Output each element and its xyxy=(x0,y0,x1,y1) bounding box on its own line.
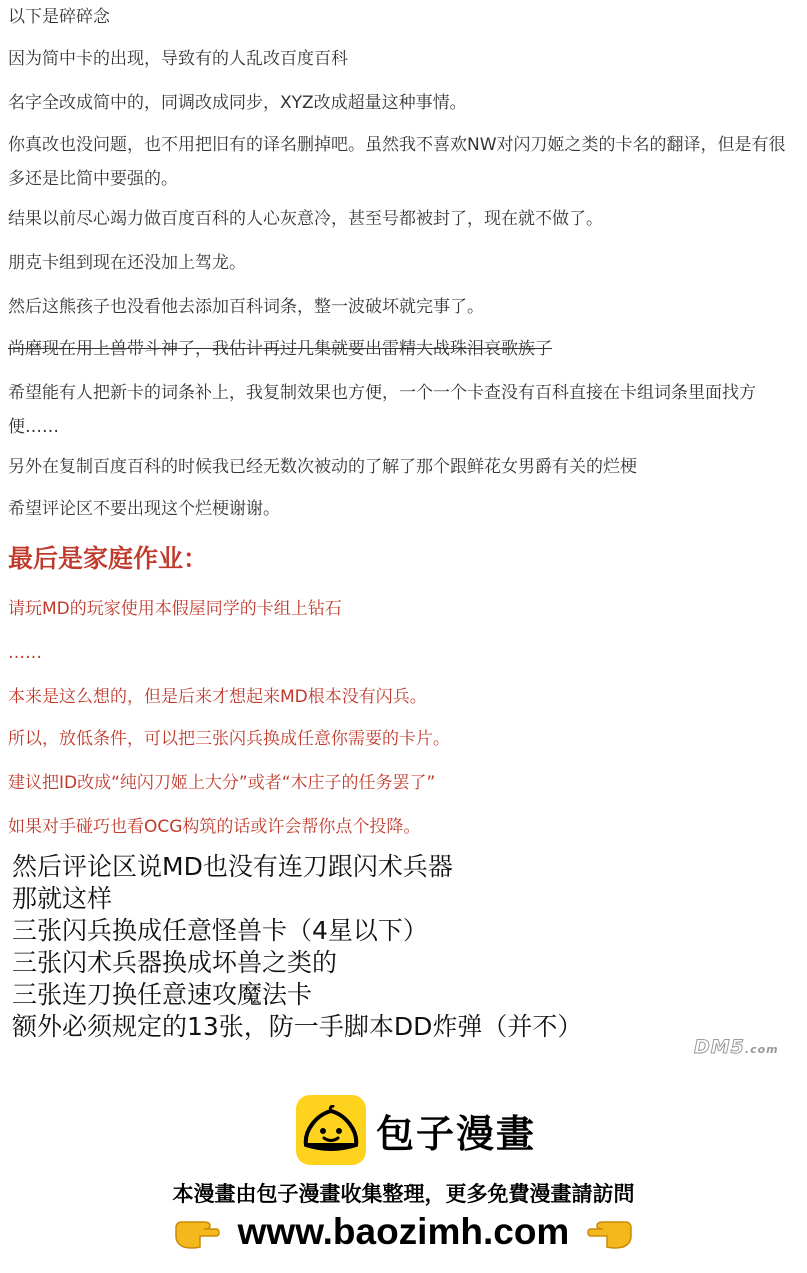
site-url-link[interactable]: www.baozimh.com xyxy=(237,1211,570,1252)
homework-line-4: 所以，放低条件，可以把三张闪兵换成任意你需要的卡片。 xyxy=(8,729,450,749)
pointing-hand-left-icon xyxy=(587,1214,633,1250)
url-row xyxy=(0,1208,807,1256)
footer-notice: 本漫畫由包子漫畫收集整理，更多免費漫畫請訪問 xyxy=(172,1182,635,1206)
paragraph-4: 你真改也没问题，也不用把旧有的译名删掉吧。虽然我不喜欢NW对闪刀姬之类的卡名的翻译，但是有很多还是比简中要强的。 xyxy=(8,135,786,189)
big-text-line-6: 额外必须规定的13张，防一手脚本DD炸弹（并不） xyxy=(12,1012,583,1041)
bun-logo-icon xyxy=(296,1095,366,1165)
brand-logo-row xyxy=(296,1094,536,1166)
paragraph-11: 希望评论区不要出现这个烂梗谢谢。 xyxy=(8,499,280,519)
watermark-main: DM5 xyxy=(694,1036,745,1058)
paragraph-7: 然后这熊孩子也没看他去添加百科词条，整一波破坏就完事了。 xyxy=(8,297,484,317)
paragraph-10: 另外在复制百度百科的时候我已经无数次被动的了解了那个跟鲜花女男爵有关的烂梗 xyxy=(8,457,637,477)
watermark-suffix: .com xyxy=(744,1043,779,1056)
paragraph-3: 名字全改成简中的，同调改成同步，XYZ改成超量这种事情。 xyxy=(8,93,467,113)
brand-name: 包子漫畫 xyxy=(376,1111,537,1156)
paragraph-5: 结果以前尽心竭力做百度百科的人心灰意冷，甚至号都被封了，现在就不做了。 xyxy=(8,209,603,229)
homework-heading: 最后是家庭作业： xyxy=(8,544,209,573)
paragraph-2: 因为简中卡的出现，导致有的人乱改百度百科 xyxy=(8,49,348,69)
homework-line-2: …… xyxy=(8,643,42,663)
paragraph-9: 希望能有人把新卡的词条补上，我复制效果也方便，一个一个卡查没有百科直接在卡组词条里面找方便…… xyxy=(8,383,756,437)
homework-line-5: 建议把ID改成“纯闪刀姬上大分”或者“木庄子的任务罢了” xyxy=(8,773,436,793)
pointing-hand-right-icon xyxy=(174,1214,220,1250)
big-text-line-4: 三张闪术兵器换成坏兽之类的 xyxy=(12,948,338,977)
homework-line-6: 如果对手碰巧也看OCG构筑的话或许会帮你点个投降。 xyxy=(8,817,421,837)
big-text-line-1: 然后评论区说MD也没有连刀跟闪术兵器 xyxy=(12,852,453,881)
big-text-line-2: 那就这样 xyxy=(12,884,113,913)
paragraph-6: 朋克卡组到现在还没加上驾龙。 xyxy=(8,253,246,273)
homework-line-1: 请玩MD的玩家使用本假屋同学的卡组上钻石 xyxy=(8,599,342,619)
paragraph-1: 以下是碎碎念 xyxy=(8,7,110,27)
big-text-line-5: 三张连刀换任意速攻魔法卡 xyxy=(12,980,313,1009)
homework-line-3: 本来是这么想的，但是后来才想起来MD根本没有闪兵。 xyxy=(8,687,427,707)
dm5-watermark xyxy=(694,1036,779,1058)
big-text-line-3: 三张闪兵换成任意怪兽卡（4星以下） xyxy=(12,916,428,945)
strikethrough-paragraph: 尚磨现在用上兽带斗神了，我估计再过几集就要出雷精大战珠泪哀歌族了 xyxy=(8,339,552,359)
